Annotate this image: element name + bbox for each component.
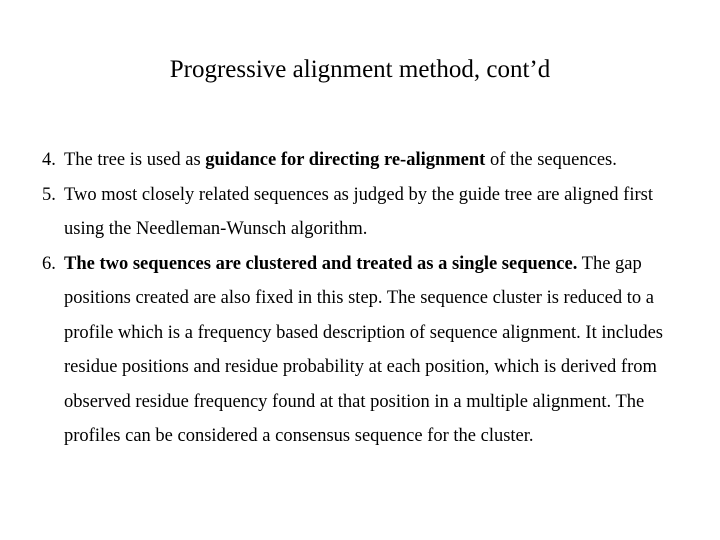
list-item-4 [42, 143, 692, 178]
list-item-5 [42, 178, 692, 247]
item-text: The tree is used as [64, 150, 206, 170]
item-number: 4. [42, 150, 56, 170]
item-number: 5. [42, 184, 56, 205]
item-bold-text: The two sequences are clustered and treated as a single sequence. [64, 253, 578, 274]
list-item-6 [42, 247, 692, 454]
slide-title: Progressive alignment method, cont’d [169, 56, 551, 83]
slide-body [42, 143, 692, 454]
item-bold-text: guidance for directing re-alignment [205, 150, 486, 170]
item-text: The gap positions created are also fixed in this step. The sequence cluster is reduced to a profile which is a frequency based description of sequence alignment. It includes residue positions and residue probability at each position, which is derived from observed residue frequency found at that position in a multiple alignment. The profiles can be considered a consensus sequence for the cluster. [64, 253, 663, 446]
item-text: Two most closely related sequences as judged by the guide tree are aligned first using the Needleman-Wunsch algorithm. [64, 184, 653, 239]
item-text-end: of the sequences. [485, 150, 617, 170]
item-number: 6. [42, 253, 56, 274]
